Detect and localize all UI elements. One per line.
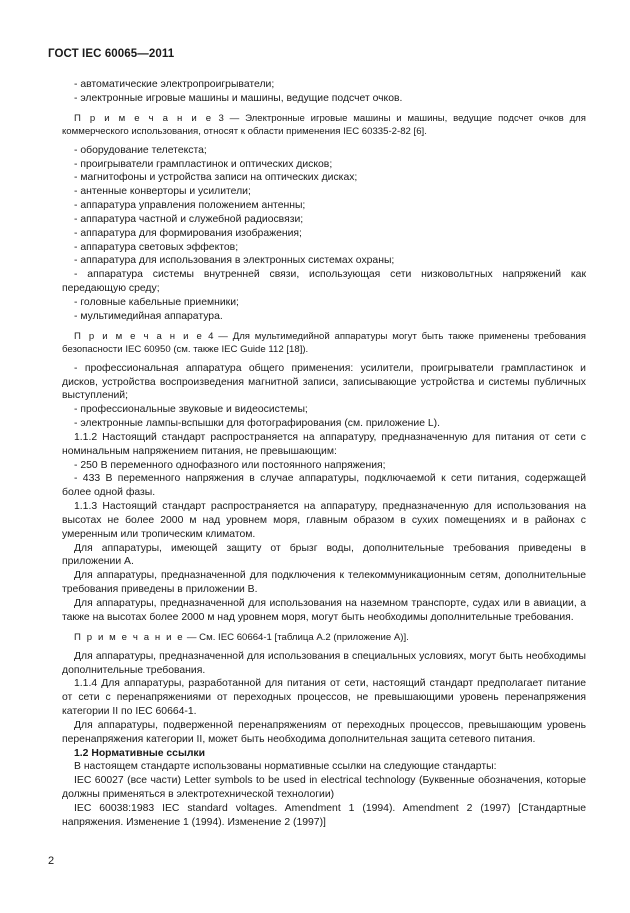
section-heading: 1.2 Нормативные ссылки xyxy=(74,747,206,759)
paragraph: Для аппаратуры, предназначенной для использования на наземном транспорте, судах или в авиации, а также на высотах более 2000 м над уровнем моря, могут быть необходимы дополнительные требования. xyxy=(62,598,586,623)
list-item: - автоматические электропроигрыватели; xyxy=(74,79,275,90)
list-item: - мультимедийная аппаратура. xyxy=(74,310,223,322)
list-item: - электронные игровые машины и машины, ведущие подсчет очков. xyxy=(74,92,403,104)
document-body xyxy=(62,78,586,830)
reference-item: IEC 60027 (все части) Letter symbols to be used in electrical technology (Буквенные обозначения, которые должны применяться в электротехнической технологии) xyxy=(62,775,586,801)
note-label: П р и м е ч а н и е xyxy=(74,631,185,643)
paragraph: Для аппаратуры, подверженной перенапряжениям от переходных процессов, превышающим уровень перенапряжения категории II, может быть необходима дополнительная защита сетевого питания. xyxy=(62,719,586,745)
note-label: П р и м е ч а н и е xyxy=(74,112,213,124)
clause-1-1-4: 1.1.4 Для аппаратуры, разработанной для питания от сети, настоящий стандарт предполагает питание от сети с перенапряжениями от переходных процессов, не превышающими уровень перенапряжения категории II по IEC 60664-1. xyxy=(62,678,586,718)
paragraph: Для аппаратуры, имеющей защиту от брызг воды, дополнительные требования приведены в приложении А. xyxy=(62,542,586,568)
note-3 xyxy=(62,112,586,138)
list-item: - аппаратура для использования в электронных системах охраны; xyxy=(74,255,395,267)
list-item: - аппаратура световых эффектов; xyxy=(74,241,239,253)
list-item: - головные кабельные приемники; xyxy=(74,296,239,308)
list-item: - 433 В переменного напряжения в случае аппаратуры, подключаемой к сети питания, содержащей более одной фазы. xyxy=(62,473,586,499)
note-text: 4 — Для мультимедийной аппаратуры могут быть также применены требования безопасности IEC 60950 (см. также IEC Guide 112 [18]). xyxy=(62,330,586,355)
note-label: П р и м е ч а н и е xyxy=(74,330,204,342)
paragraph: Для аппаратуры, предназначенной для подключения к телекоммуникационным сетям, дополнительные требования приведены в приложении В. xyxy=(62,570,586,596)
list-item: - магнитофоны и устройства записи на оптических дисках; xyxy=(74,172,358,184)
document-header: ГОСТ IEC 60065—2011 xyxy=(48,48,175,60)
clause-1-1-2: 1.1.2 Настоящий стандарт распространяется на аппаратуру, предназначенную для питания от сети с номинальным напряжением питания, не превышающим: xyxy=(62,431,586,457)
list-item: - профессиональные звуковые и видеосистемы; xyxy=(74,404,308,416)
note-5 xyxy=(62,631,586,644)
page-number: 2 xyxy=(48,855,55,867)
list-item: - профессиональная аппаратура общего применения: усилители, проигрыватели грампластинок и дисков, устройства воспроизведения магнитной записи, записывающие устройства и системы публичных выступлений; xyxy=(62,362,586,402)
note-text: 3 — Электронные игровые машины и машины, ведущие подсчет очков для коммерческого использования, относят к области применения IEC 60335-2-82 [6]. xyxy=(62,112,586,137)
list-item: - проигрыватели грампластинок и оптических дисков; xyxy=(74,158,333,170)
list-item: - антенные конверторы и усилители; xyxy=(74,186,251,198)
list-item: - аппаратура для формирования изображения; xyxy=(74,227,302,239)
note-text: — См. IEC 60664-1 [таблица А.2 (приложение А)]. xyxy=(184,631,409,643)
list-item: - аппаратура частной и служебной радиосвязи; xyxy=(74,213,304,225)
reference-item: IEC 60038:1983 IEC standard voltages. Amendment 1 (1994). Amendment 2 (1997) [Стандартные напряжения. Изменение 1 (1994). Изменение 2 (1997)] xyxy=(62,802,586,828)
paragraph: В настоящем стандарте использованы нормативные ссылки на следующие стандарты: xyxy=(74,761,497,773)
list-item: - аппаратура системы внутренней связи, использующая сети низковольтных напряжений как передающую среду; xyxy=(62,269,586,295)
list-item: - электронные лампы-вспышки для фотографирования (см. приложение L). xyxy=(74,418,441,430)
note-4 xyxy=(62,330,586,356)
paragraph: Для аппаратуры, предназначенной для использования в специальных условиях, могут быть необходимы дополнительные требования. xyxy=(62,650,586,676)
list-item: - оборудование телетекста; xyxy=(74,144,207,156)
list-item: - 250 В переменного однофазного или постоянного напряжения; xyxy=(74,459,386,471)
list-item: - аппаратура управления положением антенны; xyxy=(74,200,306,212)
clause-1-1-3: 1.1.3 Настоящий стандарт распространяется на аппаратуру, предназначенную для использования на высотах не более 2000 м над уровнем моря, главным образом в сухих помещениях и в районах с умеренным или тропическим климатом. xyxy=(62,501,586,540)
